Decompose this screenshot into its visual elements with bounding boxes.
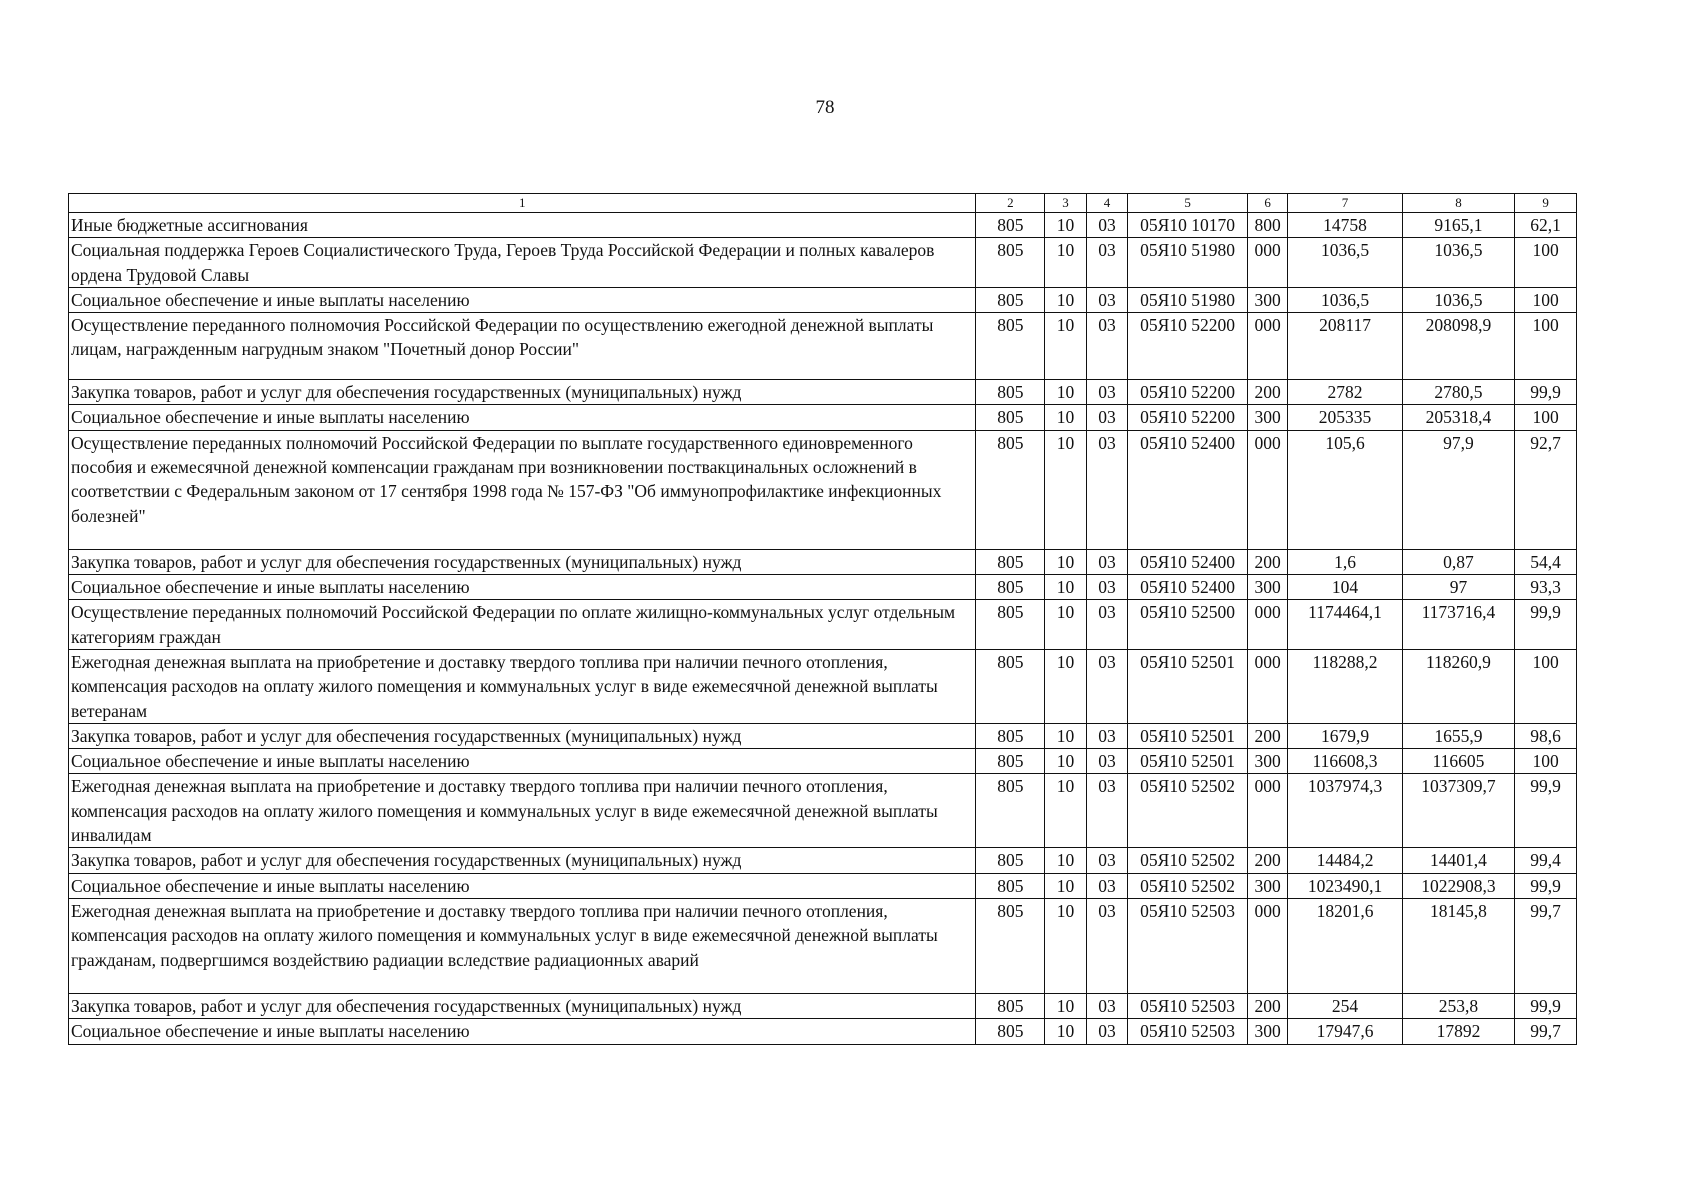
table-row <box>69 774 1577 848</box>
subsection-cell: 03 <box>1086 238 1128 288</box>
expense-type-cell: 200 <box>1247 723 1288 748</box>
item-name-cell: Иные бюджетные ассигнования <box>69 213 976 238</box>
executed-amount-cell: 18145,8 <box>1402 898 1514 993</box>
admin-code-cell: 805 <box>976 313 1045 380</box>
item-name-cell: Закупка товаров, работ и услуг для обеспечения государственных (муниципальных) нужд <box>69 549 976 574</box>
column-number: 2 <box>976 194 1045 213</box>
executed-amount-cell: 205318,4 <box>1402 405 1514 430</box>
column-number: 8 <box>1402 194 1514 213</box>
budget-table <box>68 193 1577 1045</box>
table-row <box>69 848 1577 873</box>
target-article-cell: 05Я10 52200 <box>1128 405 1248 430</box>
target-article-cell: 05Я10 52200 <box>1128 313 1248 380</box>
table-row <box>69 723 1577 748</box>
section-cell: 10 <box>1045 993 1087 1018</box>
target-article-cell: 05Я10 52503 <box>1128 898 1248 993</box>
admin-code-cell: 805 <box>976 549 1045 574</box>
expense-type-cell: 300 <box>1247 287 1288 312</box>
subsection-cell: 03 <box>1086 774 1128 848</box>
column-number: 1 <box>69 194 976 213</box>
executed-amount-cell: 208098,9 <box>1402 313 1514 380</box>
executed-amount-cell: 116605 <box>1402 749 1514 774</box>
section-cell: 10 <box>1045 848 1087 873</box>
item-name-cell: Осуществление переданных полномочий Российской Федерации по выплате государственного единовременного пособия и ежемесячной денежной компенсации гражданам при возникновении поствакцинальных осложнений в соответствии с Федеральным законом от 17 сентября 1998 года № 157-ФЗ "Об иммунопрофилактике инфекционных болезней" <box>69 430 976 549</box>
item-name-cell: Социальное обеспечение и иные выплаты населению <box>69 575 976 600</box>
admin-code-cell: 805 <box>976 430 1045 549</box>
planned-amount-cell: 116608,3 <box>1288 749 1402 774</box>
item-name-cell: Социальное обеспечение и иные выплаты населению <box>69 749 976 774</box>
execution-percent-cell: 99,9 <box>1515 774 1577 848</box>
executed-amount-cell: 1036,5 <box>1402 287 1514 312</box>
executed-amount-cell: 1036,5 <box>1402 238 1514 288</box>
execution-percent-cell: 93,3 <box>1515 575 1577 600</box>
planned-amount-cell: 1037974,3 <box>1288 774 1402 848</box>
section-cell: 10 <box>1045 380 1087 405</box>
expense-type-cell: 200 <box>1247 848 1288 873</box>
expense-type-cell: 200 <box>1247 549 1288 574</box>
planned-amount-cell: 14758 <box>1288 213 1402 238</box>
item-name-cell: Социальное обеспечение и иные выплаты населению <box>69 1019 976 1044</box>
expense-type-cell: 200 <box>1247 993 1288 1018</box>
target-article-cell: 05Я10 52503 <box>1128 993 1248 1018</box>
execution-percent-cell: 99,9 <box>1515 993 1577 1018</box>
execution-percent-cell: 99,9 <box>1515 380 1577 405</box>
admin-code-cell: 805 <box>976 774 1045 848</box>
section-cell: 10 <box>1045 430 1087 549</box>
planned-amount-cell: 1036,5 <box>1288 287 1402 312</box>
section-cell: 10 <box>1045 405 1087 430</box>
execution-percent-cell: 92,7 <box>1515 430 1577 549</box>
subsection-cell: 03 <box>1086 313 1128 380</box>
table-row <box>69 549 1577 574</box>
admin-code-cell: 805 <box>976 380 1045 405</box>
planned-amount-cell: 14484,2 <box>1288 848 1402 873</box>
expense-type-cell: 200 <box>1247 380 1288 405</box>
expense-type-cell: 300 <box>1247 749 1288 774</box>
executed-amount-cell: 1173716,4 <box>1402 600 1514 650</box>
item-name-cell: Закупка товаров, работ и услуг для обеспечения государственных (муниципальных) нужд <box>69 380 976 405</box>
table-row <box>69 430 1577 549</box>
section-cell: 10 <box>1045 549 1087 574</box>
execution-percent-cell: 99,9 <box>1515 873 1577 898</box>
target-article-cell: 05Я10 52502 <box>1128 873 1248 898</box>
subsection-cell: 03 <box>1086 848 1128 873</box>
executed-amount-cell: 118260,9 <box>1402 649 1514 723</box>
planned-amount-cell: 17947,6 <box>1288 1019 1402 1044</box>
table-row <box>69 238 1577 288</box>
column-number-row <box>69 194 1577 213</box>
execution-percent-cell: 100 <box>1515 405 1577 430</box>
admin-code-cell: 805 <box>976 723 1045 748</box>
table-row <box>69 898 1577 993</box>
column-number: 9 <box>1515 194 1577 213</box>
table-row <box>69 873 1577 898</box>
section-cell: 10 <box>1045 749 1087 774</box>
planned-amount-cell: 1679,9 <box>1288 723 1402 748</box>
subsection-cell: 03 <box>1086 430 1128 549</box>
item-name-cell: Ежегодная денежная выплата на приобретение и доставку твердого топлива при наличии печного отопления, компенсация расходов на оплату жилого помещения и коммунальных услуг в виде ежемесячной денежной выплаты инвалидам <box>69 774 976 848</box>
table-row <box>69 649 1577 723</box>
subsection-cell: 03 <box>1086 213 1128 238</box>
planned-amount-cell: 118288,2 <box>1288 649 1402 723</box>
target-article-cell: 05Я10 10170 <box>1128 213 1248 238</box>
execution-percent-cell: 99,7 <box>1515 898 1577 993</box>
planned-amount-cell: 2782 <box>1288 380 1402 405</box>
expense-type-cell: 300 <box>1247 575 1288 600</box>
admin-code-cell: 805 <box>976 848 1045 873</box>
admin-code-cell: 805 <box>976 238 1045 288</box>
planned-amount-cell: 1,6 <box>1288 549 1402 574</box>
expense-type-cell: 000 <box>1247 313 1288 380</box>
admin-code-cell: 805 <box>976 749 1045 774</box>
subsection-cell: 03 <box>1086 749 1128 774</box>
item-name-cell: Ежегодная денежная выплата на приобретение и доставку твердого топлива при наличии печного отопления, компенсация расходов на оплату жилого помещения и коммунальных услуг в виде ежемесячной денежной выплаты гражданам, подвергшимся воздействию радиации вследствие радиационных аварий <box>69 898 976 993</box>
section-cell: 10 <box>1045 575 1087 600</box>
item-name-cell: Закупка товаров, работ и услуг для обеспечения государственных (муниципальных) нужд <box>69 993 976 1018</box>
item-name-cell: Закупка товаров, работ и услуг для обеспечения государственных (муниципальных) нужд <box>69 848 976 873</box>
execution-percent-cell: 100 <box>1515 287 1577 312</box>
admin-code-cell: 805 <box>976 649 1045 723</box>
subsection-cell: 03 <box>1086 723 1128 748</box>
section-cell: 10 <box>1045 774 1087 848</box>
section-cell: 10 <box>1045 723 1087 748</box>
planned-amount-cell: 1023490,1 <box>1288 873 1402 898</box>
table-row <box>69 749 1577 774</box>
subsection-cell: 03 <box>1086 287 1128 312</box>
target-article-cell: 05Я10 52501 <box>1128 749 1248 774</box>
execution-percent-cell: 100 <box>1515 649 1577 723</box>
admin-code-cell: 805 <box>976 405 1045 430</box>
target-article-cell: 05Я10 52500 <box>1128 600 1248 650</box>
executed-amount-cell: 9165,1 <box>1402 213 1514 238</box>
table-body <box>69 213 1577 1045</box>
table-row <box>69 600 1577 650</box>
section-cell: 10 <box>1045 898 1087 993</box>
item-name-cell: Социальная поддержка Героев Социалистического Труда, Героев Труда Российской Федерации и полных кавалеров ордена Трудовой Славы <box>69 238 976 288</box>
execution-percent-cell: 100 <box>1515 749 1577 774</box>
executed-amount-cell: 1655,9 <box>1402 723 1514 748</box>
subsection-cell: 03 <box>1086 380 1128 405</box>
executed-amount-cell: 253,8 <box>1402 993 1514 1018</box>
execution-percent-cell: 99,4 <box>1515 848 1577 873</box>
column-number: 5 <box>1128 194 1248 213</box>
execution-percent-cell: 98,6 <box>1515 723 1577 748</box>
planned-amount-cell: 208117 <box>1288 313 1402 380</box>
subsection-cell: 03 <box>1086 600 1128 650</box>
table-row <box>69 213 1577 238</box>
table-row <box>69 287 1577 312</box>
subsection-cell: 03 <box>1086 873 1128 898</box>
planned-amount-cell: 18201,6 <box>1288 898 1402 993</box>
admin-code-cell: 805 <box>976 287 1045 312</box>
section-cell: 10 <box>1045 313 1087 380</box>
subsection-cell: 03 <box>1086 993 1128 1018</box>
executed-amount-cell: 1022908,3 <box>1402 873 1514 898</box>
planned-amount-cell: 1174464,1 <box>1288 600 1402 650</box>
target-article-cell: 05Я10 52400 <box>1128 430 1248 549</box>
table-row <box>69 380 1577 405</box>
column-number: 7 <box>1288 194 1402 213</box>
table-row <box>69 405 1577 430</box>
table-row <box>69 575 1577 600</box>
column-number: 4 <box>1086 194 1128 213</box>
section-cell: 10 <box>1045 213 1087 238</box>
executed-amount-cell: 97,9 <box>1402 430 1514 549</box>
planned-amount-cell: 205335 <box>1288 405 1402 430</box>
section-cell: 10 <box>1045 238 1087 288</box>
target-article-cell: 05Я10 51980 <box>1128 287 1248 312</box>
target-article-cell: 05Я10 52503 <box>1128 1019 1248 1044</box>
expense-type-cell: 300 <box>1247 873 1288 898</box>
subsection-cell: 03 <box>1086 549 1128 574</box>
admin-code-cell: 805 <box>976 898 1045 993</box>
planned-amount-cell: 1036,5 <box>1288 238 1402 288</box>
table-row <box>69 313 1577 380</box>
expense-type-cell: 000 <box>1247 774 1288 848</box>
column-number: 3 <box>1045 194 1087 213</box>
page-number: 78 <box>815 97 835 118</box>
admin-code-cell: 805 <box>976 213 1045 238</box>
planned-amount-cell: 104 <box>1288 575 1402 600</box>
target-article-cell: 05Я10 52501 <box>1128 649 1248 723</box>
executed-amount-cell: 0,87 <box>1402 549 1514 574</box>
admin-code-cell: 805 <box>976 575 1045 600</box>
target-article-cell: 05Я10 52502 <box>1128 774 1248 848</box>
item-name-cell: Осуществление переданного полномочия Российской Федерации по осуществлению ежегодной денежной выплаты лицам, награжденным нагрудным знаком "Почетный донор России" <box>69 313 976 380</box>
execution-percent-cell: 100 <box>1515 238 1577 288</box>
item-name-cell: Закупка товаров, работ и услуг для обеспечения государственных (муниципальных) нужд <box>69 723 976 748</box>
target-article-cell: 05Я10 52502 <box>1128 848 1248 873</box>
item-name-cell: Социальное обеспечение и иные выплаты населению <box>69 873 976 898</box>
table-row <box>69 1019 1577 1044</box>
subsection-cell: 03 <box>1086 1019 1128 1044</box>
admin-code-cell: 805 <box>976 993 1045 1018</box>
executed-amount-cell: 14401,4 <box>1402 848 1514 873</box>
execution-percent-cell: 62,1 <box>1515 213 1577 238</box>
target-article-cell: 05Я10 51980 <box>1128 238 1248 288</box>
executed-amount-cell: 2780,5 <box>1402 380 1514 405</box>
expense-type-cell: 000 <box>1247 600 1288 650</box>
expense-type-cell: 000 <box>1247 898 1288 993</box>
subsection-cell: 03 <box>1086 575 1128 600</box>
section-cell: 10 <box>1045 649 1087 723</box>
target-article-cell: 05Я10 52200 <box>1128 380 1248 405</box>
target-article-cell: 05Я10 52400 <box>1128 575 1248 600</box>
section-cell: 10 <box>1045 873 1087 898</box>
section-cell: 10 <box>1045 600 1087 650</box>
executed-amount-cell: 1037309,7 <box>1402 774 1514 848</box>
expense-type-cell: 800 <box>1247 213 1288 238</box>
item-name-cell: Осуществление переданных полномочий Российской Федерации по оплате жилищно-коммунальных услуг отдельным категориям граждан <box>69 600 976 650</box>
table-row <box>69 993 1577 1018</box>
admin-code-cell: 805 <box>976 600 1045 650</box>
executed-amount-cell: 17892 <box>1402 1019 1514 1044</box>
execution-percent-cell: 99,7 <box>1515 1019 1577 1044</box>
subsection-cell: 03 <box>1086 649 1128 723</box>
planned-amount-cell: 105,6 <box>1288 430 1402 549</box>
target-article-cell: 05Я10 52501 <box>1128 723 1248 748</box>
target-article-cell: 05Я10 52400 <box>1128 549 1248 574</box>
execution-percent-cell: 100 <box>1515 313 1577 380</box>
expense-type-cell: 000 <box>1247 430 1288 549</box>
admin-code-cell: 805 <box>976 873 1045 898</box>
admin-code-cell: 805 <box>976 1019 1045 1044</box>
subsection-cell: 03 <box>1086 898 1128 993</box>
item-name-cell: Ежегодная денежная выплата на приобретение и доставку твердого топлива при наличии печного отопления, компенсация расходов на оплату жилого помещения и коммунальных услуг в виде ежемесячной денежной выплаты ветеранам <box>69 649 976 723</box>
item-name-cell: Социальное обеспечение и иные выплаты населению <box>69 287 976 312</box>
expense-type-cell: 300 <box>1247 1019 1288 1044</box>
expense-type-cell: 000 <box>1247 238 1288 288</box>
item-name-cell: Социальное обеспечение и иные выплаты населению <box>69 405 976 430</box>
planned-amount-cell: 254 <box>1288 993 1402 1018</box>
execution-percent-cell: 54,4 <box>1515 549 1577 574</box>
subsection-cell: 03 <box>1086 405 1128 430</box>
section-cell: 10 <box>1045 1019 1087 1044</box>
section-cell: 10 <box>1045 287 1087 312</box>
column-number: 6 <box>1247 194 1288 213</box>
expense-type-cell: 300 <box>1247 405 1288 430</box>
expense-type-cell: 000 <box>1247 649 1288 723</box>
executed-amount-cell: 97 <box>1402 575 1514 600</box>
execution-percent-cell: 99,9 <box>1515 600 1577 650</box>
